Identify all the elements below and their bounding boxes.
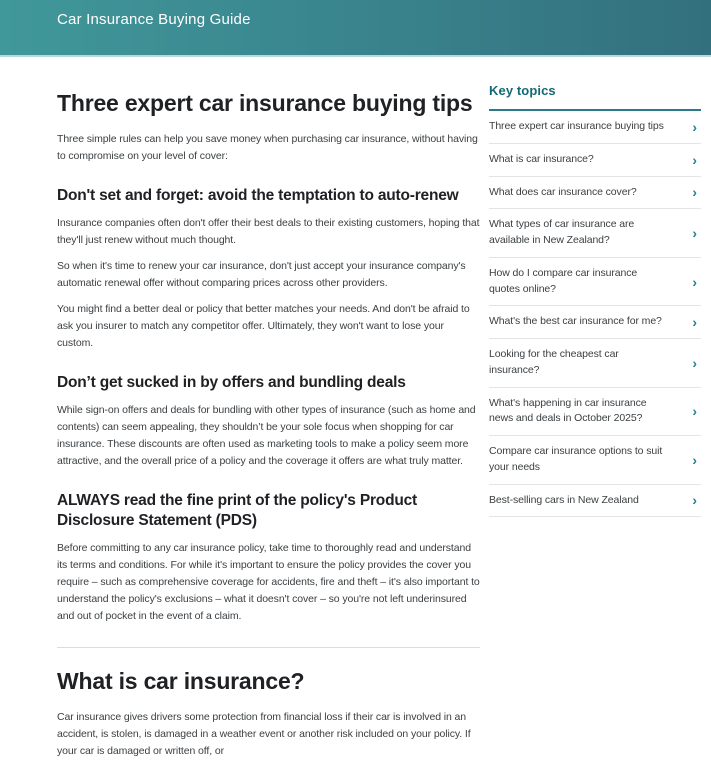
sidebar-item-what-is-car-insurance[interactable]: [489, 144, 701, 177]
sidebar-item-label: What types of car insurance are available in New Zealand?: [489, 218, 635, 246]
chevron-right-icon: ›: [692, 492, 697, 509]
key-topics-sidebar: [489, 83, 701, 517]
sidebar-item-label: What does car insurance cover?: [489, 185, 637, 198]
page-header: [0, 0, 711, 57]
article-heading: What is car insurance?: [57, 668, 305, 695]
section-heading: Don't set and forget: avoid the temptation to auto-renew: [57, 186, 459, 204]
paragraph: Insurance companies often don't offer their best deals to their existing customers, hoping that they'll just renew without much thought.: [57, 216, 480, 246]
paragraph: Before committing to any car insurance policy, take time to thoroughly read and understand its terms and conditions. For while it's important to ensure the policy provides the cover you require – such as comprehensive coverage for accidents, fire and theft – it's also important to understand the policy's exclusions – what it doesn't cover – so you're not left underinsured and out of pocket in the event of a claim.: [57, 542, 480, 623]
sidebar-title: Key topics: [489, 83, 556, 98]
chevron-right-icon: ›: [692, 403, 697, 420]
section-bundling-deals: [57, 373, 480, 470]
section-read-fine-print: [57, 491, 480, 625]
chevron-right-icon: ›: [692, 451, 697, 468]
section-what-is-car-insurance: [57, 668, 480, 760]
paragraph: So when it's time to renew your car insurance, don't just accept your insurance company's automatic renewal offer without comparing prices across other providers.: [57, 259, 466, 289]
sidebar-item-best-selling-cars[interactable]: [489, 485, 701, 518]
section-divider: [57, 647, 480, 648]
section-buying-tips: [57, 90, 480, 165]
section-auto-renew: [57, 186, 480, 352]
paragraph: Car insurance gives drivers some protection from financial loss if their car is involved in an accident, is stolen, is damaged in a weather event or another risk included on your policy. If your car is damaged or written off, or: [57, 710, 471, 757]
section-heading: Don’t get sucked in by offers and bundling deals: [57, 373, 406, 391]
sidebar-item-types-available-nz[interactable]: [489, 209, 701, 258]
chevron-right-icon: ›: [692, 354, 697, 371]
sidebar-item-best-for-me[interactable]: [489, 306, 701, 339]
sidebar-item-compare-quotes-online[interactable]: [489, 258, 701, 307]
page-title: Car Insurance Buying Guide: [57, 11, 251, 28]
sidebar-item-buying-tips[interactable]: [489, 111, 701, 144]
sidebar-item-label: How do I compare car insurance quotes online?: [489, 266, 638, 295]
section-heading: ALWAYS read the fine print of the policy's Product Disclosure Statement (PDS): [57, 491, 417, 530]
sidebar-item-label: Three expert car insurance buying tips: [489, 120, 664, 132]
paragraph: Three simple rules can help you save money when purchasing car insurance, without having to compromise on your level of cover:: [57, 132, 478, 162]
chevron-right-icon: ›: [692, 314, 697, 331]
paragraph: While sign-on offers and deals for bundling with other types of insurance (such as home and contents) can seem appealing, they shouldn’t be your sole focus when shopping for car insurance. These discounts are often used as marketing tools to make a policy seem more attractive, and the overall price of a policy and the coverage it offers are what truly matter.: [57, 403, 476, 467]
sidebar-item-label: What is car insurance?: [489, 152, 594, 165]
sidebar-item-label: Best-selling cars in New Zealand: [489, 493, 639, 506]
article-heading: Three expert car insurance buying tips: [57, 90, 473, 116]
paragraph: You might find a better deal or policy that better matches your needs. And don't be afraid to ask you insurer to match any competitor offer. Ultimately, they won't want to lose your custom.: [57, 302, 470, 349]
sidebar-item-label: What's the best car insurance for me?: [489, 315, 662, 328]
chevron-right-icon: ›: [692, 225, 697, 241]
sidebar-item-cheapest-insurance[interactable]: [489, 339, 701, 388]
sidebar-item-label: Compare car insurance options to suit your needs: [489, 445, 663, 473]
chevron-right-icon: ›: [692, 184, 697, 201]
chevron-right-icon: ›: [692, 118, 697, 135]
sidebar-item-label: What's happening in car insurance news and deals in October 2025?: [489, 396, 647, 425]
sidebar-item-what-does-it-cover[interactable]: [489, 177, 701, 210]
sidebar-item-compare-options[interactable]: [489, 436, 701, 485]
chevron-right-icon: ›: [692, 273, 697, 290]
main-content: [57, 90, 480, 769]
sidebar-item-news-and-deals[interactable]: [489, 388, 701, 437]
chevron-right-icon: ›: [692, 151, 697, 168]
sidebar-item-label: Looking for the cheapest car insurance?: [489, 348, 619, 376]
